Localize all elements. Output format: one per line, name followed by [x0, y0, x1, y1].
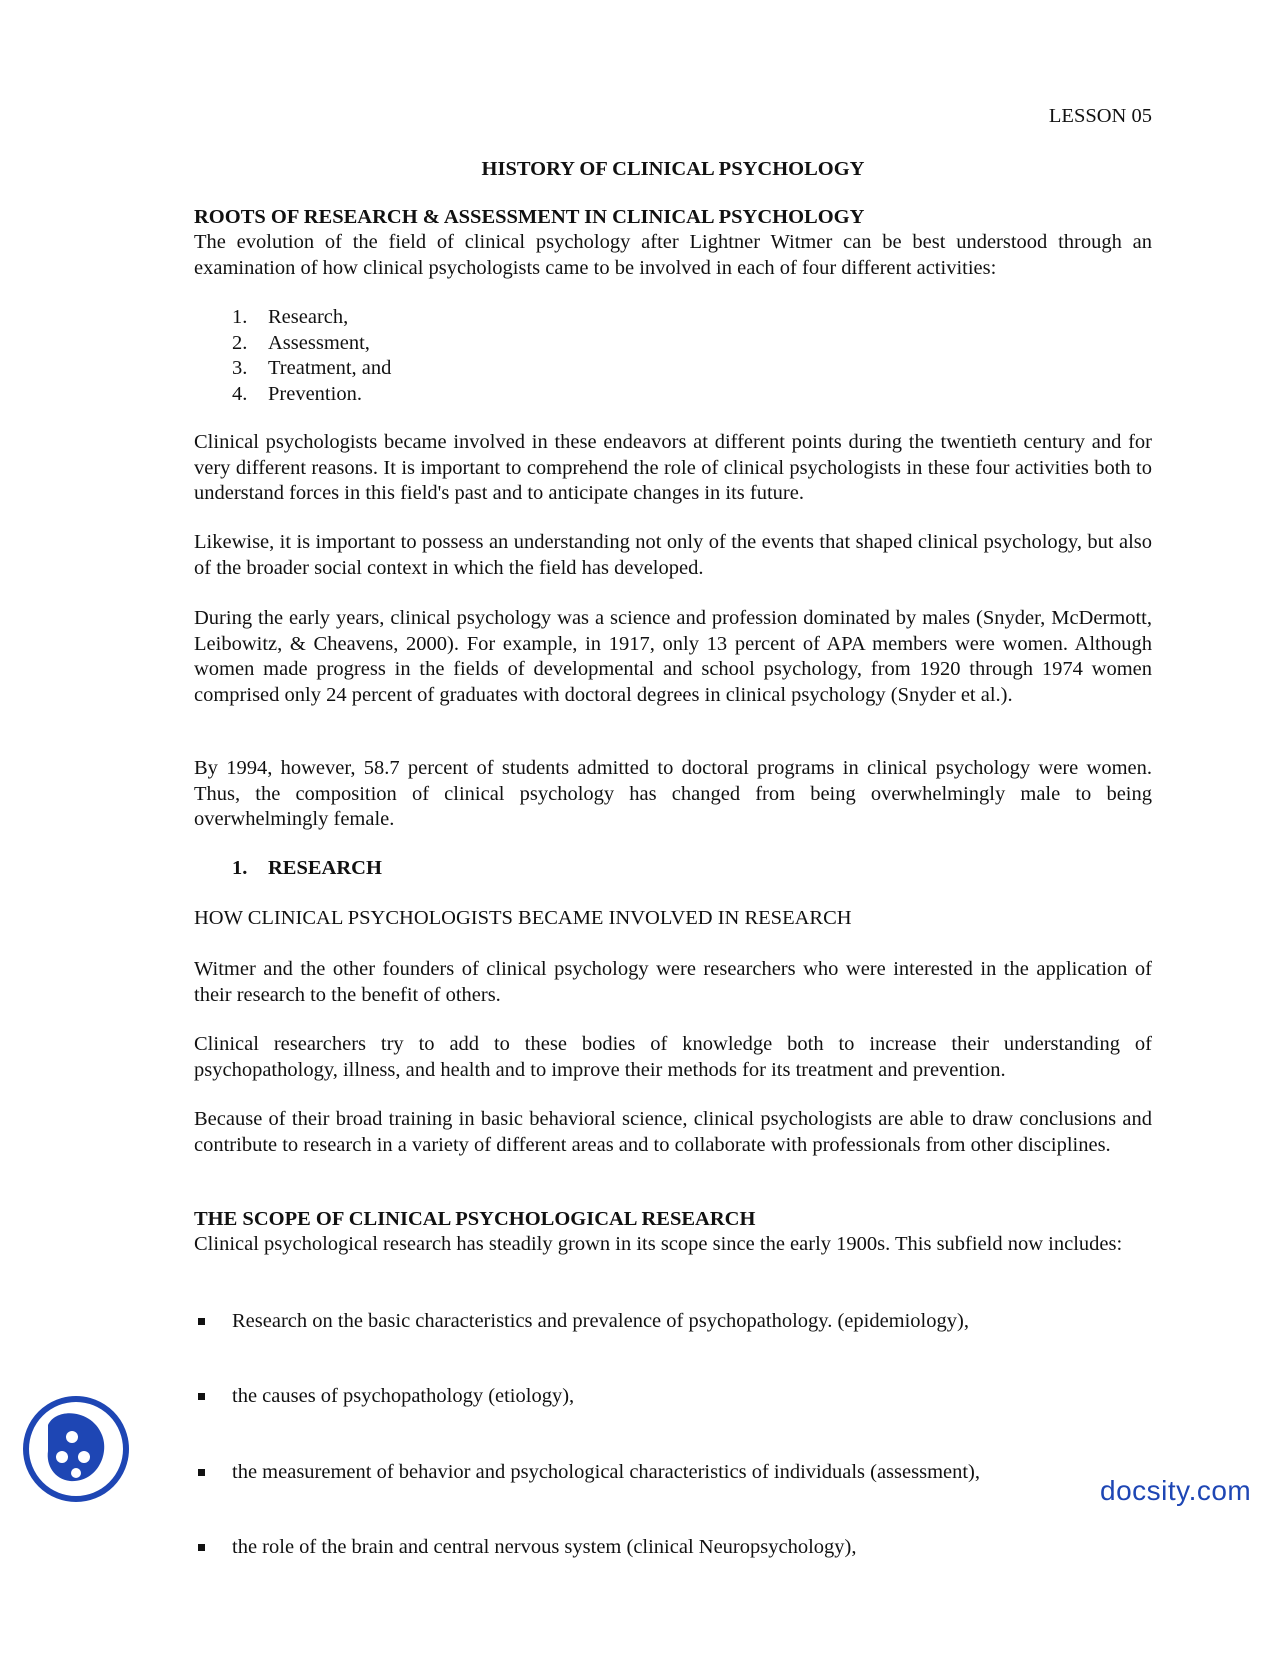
paragraph-witmer: Witmer and the other founders of clinical psychology were researchers who were interested in the application of their research to the benefit of others.	[194, 958, 1152, 1006]
list-item	[194, 331, 1152, 357]
list-item-number: 1.	[232, 306, 248, 328]
bullet-text: Research on the basic characteristics and prevalence of psychopathology. (epidemiology),	[232, 1309, 969, 1332]
paragraph-early-years: During the early years, clinical psychology was a science and profession dominated by males (Snyder, McDermott, Leibowitz, & Cheavens, 2000). For example, in 1917, only 13 percent of APA members were women. Although women made progress in the fields of developmental and school psychology, from 1920 through 1974 women comprised only 24 percent of graduates with doctoral degrees in clinical psychology (Snyder et al.).	[194, 607, 1152, 706]
docsity-brand-link[interactable]: docsity.com	[1100, 1475, 1252, 1506]
page-title: HISTORY OF CLINICAL PSYCHOLOGY	[481, 158, 865, 180]
bullet-square-icon	[198, 1393, 205, 1400]
bullet-item	[194, 1460, 1190, 1486]
list-item	[194, 382, 1152, 408]
list-item-number: 4.	[232, 382, 248, 405]
activities-list	[194, 305, 1152, 407]
paragraph-1994: By 1994, however, 58.7 percent of students admitted to doctoral programs in clinical psychology were women. Thus, the composition of clinical psychology has changed from being overwhelmingly male to being overwhelmingly female.	[194, 757, 1152, 830]
bullet-text: the measurement of behavior and psychological characteristics of individuals (assessment),	[232, 1460, 981, 1483]
list-item-label: Research,	[268, 306, 349, 328]
section-heading-label: RESEARCH	[268, 857, 382, 879]
document-page	[194, 0, 1152, 1558]
scope-intro-paragraph: Clinical psychological research has steadily grown in its scope since the early 1900s. This subfield now includes:	[194, 1233, 1123, 1255]
paragraph-endeavors: Clinical psychologists became involved in these endeavors at different points during the twentieth century and for very different reasons. It is important to comprehend the role of clinical psychologists in these four activities both to understand forces in this field's past and to anticipate changes in its future.	[194, 431, 1152, 504]
bullet-square-icon	[198, 1544, 205, 1551]
bullet-text: the causes of psychopathology (etiology),	[232, 1385, 575, 1407]
lesson-number: LESSON 05	[1048, 105, 1152, 127]
section-number: 1.	[232, 857, 248, 879]
list-item	[194, 356, 1152, 382]
list-item	[194, 305, 1152, 331]
list-item-number: 2.	[232, 331, 248, 354]
list-item-label: Treatment, and	[268, 357, 392, 379]
bullet-square-icon	[198, 1469, 205, 1476]
paragraph-broad-training: Because of their broad training in basic behavioral science, clinical psychologists are able to draw conclusions and contribute to research in a variety of different areas and to collaborate with professionals from other disciplines.	[194, 1108, 1152, 1156]
list-item-number: 3.	[232, 357, 248, 379]
section-heading-research	[194, 856, 1226, 882]
bullet-item	[194, 1535, 1190, 1561]
paragraph-social-context: Likewise, it is important to possess an understanding not only of the events that shaped clinical psychology, but also of the broader social context in which the field has developed.	[194, 531, 1152, 579]
section-heading-scope: THE SCOPE OF CLINICAL PSYCHOLOGICAL RESEARCH	[194, 1208, 756, 1230]
docsity-logo-icon[interactable]	[22, 1395, 130, 1503]
bullet-item	[194, 1384, 1190, 1410]
subheading-research-involvement: HOW CLINICAL PSYCHOLOGISTS BECAME INVOLVED IN RESEARCH	[194, 907, 852, 929]
paragraph-clinical-researchers: Clinical researchers try to add to these bodies of knowledge both to increase their understanding of psychopathology, illness, and health and to improve their methods for its treatment and prevention.	[194, 1033, 1152, 1081]
bullet-item	[194, 1309, 1190, 1335]
section-heading-roots: ROOTS OF RESEARCH & ASSESSMENT IN CLINICAL PSYCHOLOGY	[194, 206, 865, 228]
list-item-label: Prevention.	[268, 382, 362, 405]
roots-intro-paragraph: The evolution of the field of clinical psychology after Lightner Witmer can be best understood through an examination of how clinical psychologists came to be involved in each of four different activities:	[194, 231, 1152, 279]
bullet-square-icon	[198, 1318, 205, 1325]
bullet-text: the role of the brain and central nervous system (clinical Neuropsychology),	[232, 1536, 857, 1558]
list-item-label: Assessment,	[268, 331, 370, 354]
